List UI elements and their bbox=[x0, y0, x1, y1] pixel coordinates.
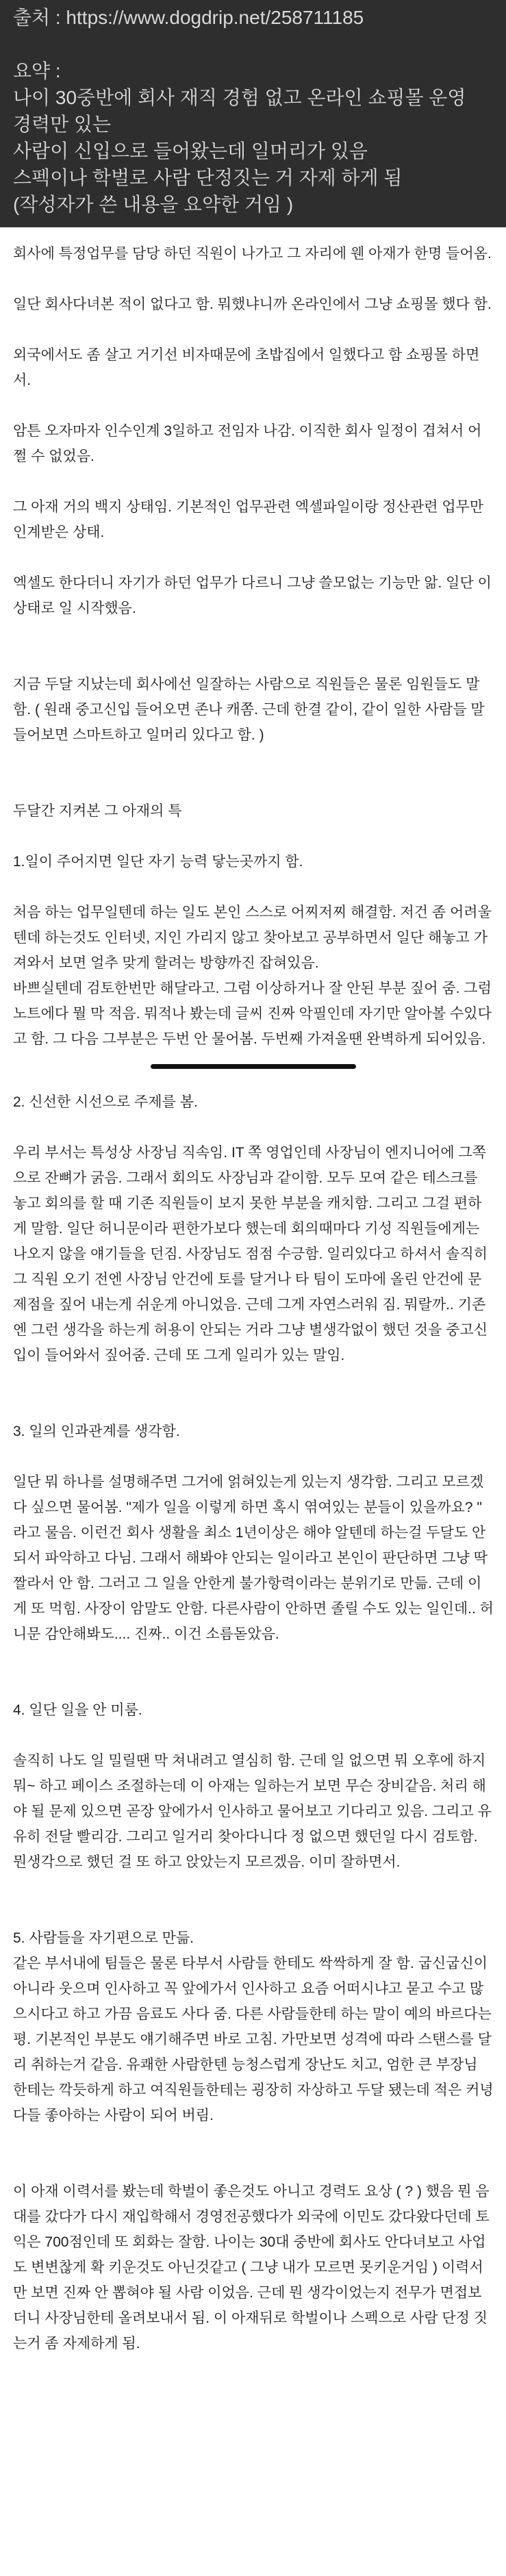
trait-title: 5. 사람들을 자기편으로 만듦. bbox=[13, 1930, 194, 1946]
intro-section bbox=[13, 241, 494, 621]
summary-line: 사람이 신입으로 들어왔는데 일머리가 있음 bbox=[13, 140, 368, 162]
trait-paragraph: 바쁘실텐데 검토한번만 해달라고. 그럼 이상하거나 잘 안된 부분 짚어 줌. 그럼 노트에다 뭘 막 적음. 뭐적나 봤는데 글씨 진짜 악필인데 자기만 알아볼 수있다고 함. 그 다음 그부분은 두번 안 물어봄. 두번째 가져올땐 완벽하게 되어있음. bbox=[13, 981, 492, 1047]
post-body bbox=[0, 227, 506, 2356]
intro-paragraph: 암튼 오자마자 인수인계 3일하고 전임자 나감. 이직한 회사 일정이 겹쳐서 어쩔 수 없었음. bbox=[13, 423, 482, 464]
trait-5 bbox=[13, 1925, 494, 2128]
intro-paragraph: 엑셀도 한다더니 자기가 하던 업무가 다르니 그냥 쓸모없는 기능만 앎. 일단 이 상태로 일 시작했음. bbox=[13, 575, 492, 616]
trait-title: 1.일이 주어지면 일단 자기 능력 닿는곳까지 함. bbox=[13, 854, 303, 870]
trait-4 bbox=[13, 1697, 494, 1875]
trait-paragraph: 처음 하는 업무일텐데 하는 일도 본인 스스로 어찌저찌 해결함. 저건 좀 어려울텐데 하는것도 인터넷, 지인 가리지 않고 찾아보고 공부하면서 일단 해놓고 가져와서 보면 얼추 맞게 할려는 방향까진 잡혀있음. bbox=[13, 905, 492, 971]
blank-line bbox=[13, 31, 494, 58]
home-indicator-bar bbox=[151, 1064, 356, 1069]
trait-paragraph: 같은 부서내에 팀들은 물론 타부서 사람들 한테도 싹싹하게 잘 함. 굽신굽신이 아니라 웃으며 인사하고 꼭 앞에가서 인사하고 요즘 어떠시냐고 묻고 수고 많으시다고 하고 가끔 음료도 사다 줌. 다른 사람들한테 하는 말이 예의 바르다는 평. 기본적인 부분도 얘기해주면 바로 고침. 가만보면 성격에 따라 스탠스를 달리 취하는거 같음. 유쾌한 사람한텐 능청스럽게 장난도 치고, 엄한 큰 부장님 한테는 깍듯하게 하고 여직원들한테는 굉장히 자상하고 두달 됐는데 적은 커녕 다들 좋아하는 사람이 되어 버림. bbox=[13, 1956, 494, 2123]
summary-line: (작성자가 쓴 내용을 요약한 거임 ) bbox=[13, 194, 294, 215]
traits-heading: 두달간 지켜본 그 아재의 특 bbox=[13, 803, 182, 819]
trait-2 bbox=[13, 1089, 494, 1368]
trait-paragraph: 일단 뭐 하나를 설명해주면 그거에 얽혀있는게 있는지 생각함. 그리고 모르겠다 싶으면 물어봄. "제가 일을 이렇게 하면 혹시 엮여있는 분들이 있을까요? " 라고 물음. 이런건 회사 생활을 최소 1년이상은 해야 알텐데 하는걸 두달도 안되서 파악하고 다님. 그래서 해봐야 안되는 일이라고 본인이 판단하면 그냥 딱 짤라서 안 함. 그러고 그 일을 안한게 불가항력이라는 분위기로 만듦. 근데 이게 또 먹힘. 사장이 암말도 안함. 다른사람이 안하면 졸릴 수도 있는 일인데.. 허니문 감안해봐도.... 진짜.. 이건 소름돋았음. bbox=[13, 1474, 494, 1642]
status-paragraph: 지금 두달 지났는데 회사에선 일잘하는 사람으로 직원들은 물론 임원들도 말함. ( 원래 중고신입 들어오면 존나 캐쫌. 근데 한결 같이, 같이 일한 사람들 말 들어보면 스마트하고 일머리 있다고 함. ) bbox=[13, 677, 485, 743]
trait-3 bbox=[13, 1419, 494, 1647]
intro-paragraph: 회사에 특정업무를 담당 하던 직원이 나가고 그 자리에 웬 아재가 한명 들어옴. bbox=[13, 246, 492, 262]
trait-1 bbox=[13, 849, 494, 1052]
summary-label: 요약 : bbox=[13, 60, 61, 81]
trait-title: 2. 신선한 시선으로 주제를 봄. bbox=[13, 1094, 198, 1110]
summary-line: 스펙이나 학벌로 사람 단정짓는 거 자제 하게 됨 bbox=[13, 167, 403, 188]
trait-title: 4. 일단 일을 안 미룸. bbox=[13, 1702, 142, 1718]
conclusion-paragraph: 이 아재 이력서를 봤는데 학벌이 좋은것도 아니고 경력도 요상 ( ? ) 했음 뭔 음대를 갔다가 다시 재입학해서 경영전공했다가 외국에 이민도 갔다왔다던데 토익은 700점인데 또 회화는 잘함. 나이는 30대 중반에 회사도 안다녀보고 사업도 변변찮게 확 키운것도 아닌것같고 ( 그냥 내가 모르면 못키운거임 ) 이력서만 보면 진짜 안 뽑혀야 될 사람 이었음. 근데 뭔 생각이었는지 전무가 면접보더니 사장님한테 올려보내서 됨. 이 아재뒤로 학벌이나 스펙으로 사람 단정 짓는거 좀 자제하게 됨. bbox=[13, 2184, 490, 2351]
summary-line: 나이 30중반에 회사 재직 경험 없고 온라인 쇼핑몰 운영 경력만 있는 bbox=[13, 87, 466, 135]
trait-title: 3. 일의 인과관계를 생각함. bbox=[13, 1424, 180, 1439]
intro-paragraph: 외국에서도 좀 살고 거기선 비자때문에 초밥집에서 일했다고 함 쇼핑몰 하면서. bbox=[13, 347, 480, 388]
intro-paragraph: 일단 회사다녀본 적이 없다고 함. 뭐했냐니까 온라인에서 그냥 쇼핑몰 했다 함. bbox=[13, 296, 492, 312]
trait-paragraph: 솔직히 나도 일 밀릴땐 막 쳐내려고 열심히 함. 근데 일 없으면 뭐 오후에 하지뭐~ 하고 페이스 조절하는데 이 아재는 일하는거 보면 무슨 장비같음. 처리 해야 될 문제 있으면 곧장 앞에가서 인사하고 물어보고 기다리고 있음. 그리고 유유히 전달 빨리감. 그리고 일거리 찾아다니다 정 없으면 했던일 다시 검토함. 뭔생각으로 했던 걸 또 하고 앉았는지 모르겠음. 이미 잘하면서. bbox=[13, 1753, 492, 1870]
intro-paragraph: 그 아재 거의 백지 상태임. 기본적인 업무관련 엑셀파일이랑 정산관련 업무만 인계받은 상태. bbox=[13, 499, 484, 540]
trait-paragraph: 우리 부서는 특성상 사장님 직속임. IT 쪽 영업인데 사장님이 엔지니어에 그쪽으로 잔뼈가 굵음. 그래서 회의도 사장님과 같이함. 모두 모여 같은 테스크를 놓고 회의를 할 때 기존 직원들이 보지 못한 부분을 캐치함. 그리고 그걸 편하게 말함. 일단 허니문이라 편한가보다 했는데 회의때마다 기성 직원들에게는 나오지 않을 얘기들을 던짐. 사장님도 점점 수긍함. 일리있다고 하셔서 솔직히 그 직원 오기 전엔 사장님 안건에 토를 달거나 타 팀이 도마에 올린 안건에 문제점을 짚어 내는게 쉬운게 아니었음. 근데 그게 자연스러워 짐. 뭐랄까.. 기존엔 그런 생각을 하는게 허용이 안되는 거라 그냥 별생각없이 했던 것을 중고신입이 들어와서 짚어줌. 근데 또 그게 일리가 있는 말임. bbox=[13, 1145, 488, 1363]
source-line: 출처 : https://www.dogdrip.net/258711185 bbox=[13, 7, 364, 28]
summary-box bbox=[0, 0, 506, 227]
